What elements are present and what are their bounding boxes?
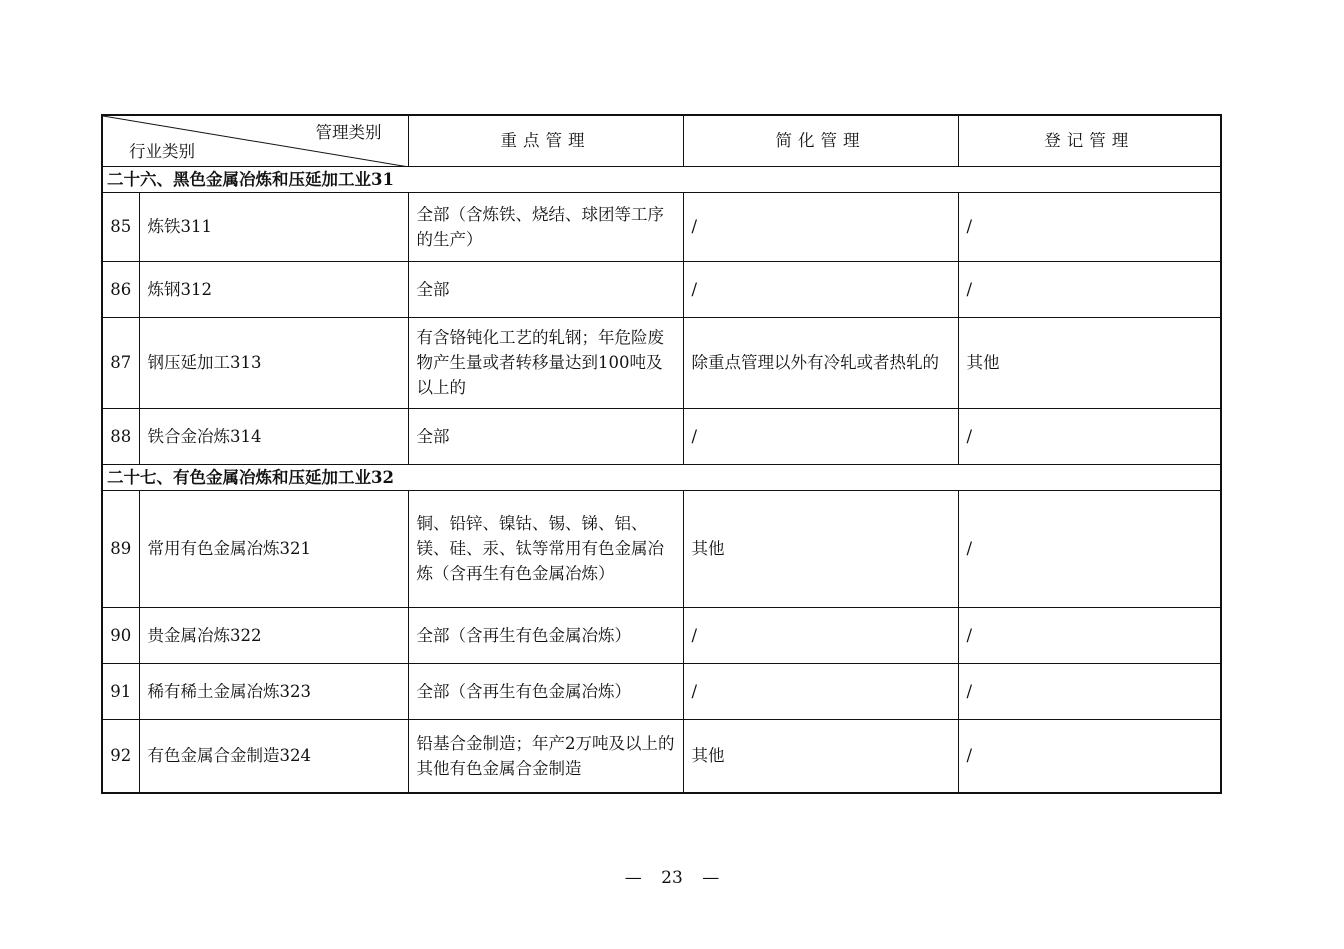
key-management-cell: 有含铬钝化工艺的轧钢；年危险废物产生量或者转移量达到100吨及以上的 xyxy=(408,317,683,408)
row-number: 91 xyxy=(102,663,139,719)
registration-management-cell: / xyxy=(958,490,1221,607)
industry-cell: 炼铁311 xyxy=(139,192,408,261)
row-number: 90 xyxy=(102,607,139,663)
key-management-cell: 铅基合金制造；年产2万吨及以上的其他有色金属合金制造 xyxy=(408,719,683,793)
table-row xyxy=(102,607,1221,663)
registration-management-header: 登记管理 xyxy=(958,115,1221,166)
key-management-cell: 全部（含再生有色金属冶炼） xyxy=(408,663,683,719)
registration-management-cell: / xyxy=(958,192,1221,261)
industry-cell: 稀有稀土金属冶炼323 xyxy=(139,663,408,719)
table-row xyxy=(102,719,1221,793)
industry-category-label: 行业类别 xyxy=(129,141,195,161)
row-number: 92 xyxy=(102,719,139,793)
section-title: 二十七、有色金属冶炼和压延加工业32 xyxy=(102,464,1221,490)
registration-management-cell: / xyxy=(958,719,1221,793)
diagonal-header-cell xyxy=(102,115,408,166)
key-management-cell: 全部（含再生有色金属冶炼） xyxy=(408,607,683,663)
industry-cell: 有色金属合金制造324 xyxy=(139,719,408,793)
registration-management-cell: / xyxy=(958,261,1221,317)
key-management-header: 重点管理 xyxy=(408,115,683,166)
industry-cell: 常用有色金属冶炼321 xyxy=(139,490,408,607)
registration-management-cell: / xyxy=(958,663,1221,719)
table-row xyxy=(102,663,1221,719)
row-number: 85 xyxy=(102,192,139,261)
key-management-cell: 全部（含炼铁、烧结、球团等工序的生产） xyxy=(408,192,683,261)
header-row xyxy=(102,115,1221,166)
industry-cell: 贵金属冶炼322 xyxy=(139,607,408,663)
simplified-management-cell: / xyxy=(683,261,958,317)
management-category-label: 管理类别 xyxy=(315,123,382,142)
simplified-management-cell: 其他 xyxy=(683,719,958,793)
simplified-management-cell: / xyxy=(683,663,958,719)
table-row xyxy=(102,261,1221,317)
key-management-cell: 全部 xyxy=(408,408,683,464)
section-row xyxy=(102,464,1221,490)
table-row xyxy=(102,408,1221,464)
registration-management-cell: / xyxy=(958,408,1221,464)
table-row xyxy=(102,490,1221,607)
simplified-management-cell: / xyxy=(683,607,958,663)
registration-management-cell: 其他 xyxy=(958,317,1221,408)
simplified-management-cell: 其他 xyxy=(683,490,958,607)
simplified-management-cell: 除重点管理以外有冷轧或者热轧的 xyxy=(683,317,958,408)
simplified-management-header: 简化管理 xyxy=(683,115,958,166)
row-number: 86 xyxy=(102,261,139,317)
industry-cell: 铁合金冶炼314 xyxy=(139,408,408,464)
section-row xyxy=(102,166,1221,192)
row-number: 88 xyxy=(102,408,139,464)
table-row xyxy=(102,317,1221,408)
simplified-management-cell: / xyxy=(683,192,958,261)
row-number: 87 xyxy=(102,317,139,408)
registration-management-cell: / xyxy=(958,607,1221,663)
key-management-cell: 铜、铅锌、镍钴、锡、锑、铝、镁、硅、汞、钛等常用有色金属冶炼（含再生有色金属冶炼） xyxy=(408,490,683,607)
industry-cell: 炼钢312 xyxy=(139,261,408,317)
simplified-management-cell: / xyxy=(683,408,958,464)
industry-cell: 钢压延加工313 xyxy=(139,317,408,408)
section-title: 二十六、黑色金属冶炼和压延加工业31 xyxy=(102,166,1221,192)
classification-table xyxy=(101,114,1222,794)
page-number: — 23 — xyxy=(624,868,720,888)
key-management-cell: 全部 xyxy=(408,261,683,317)
row-number: 89 xyxy=(102,490,139,607)
table-row xyxy=(102,192,1221,261)
